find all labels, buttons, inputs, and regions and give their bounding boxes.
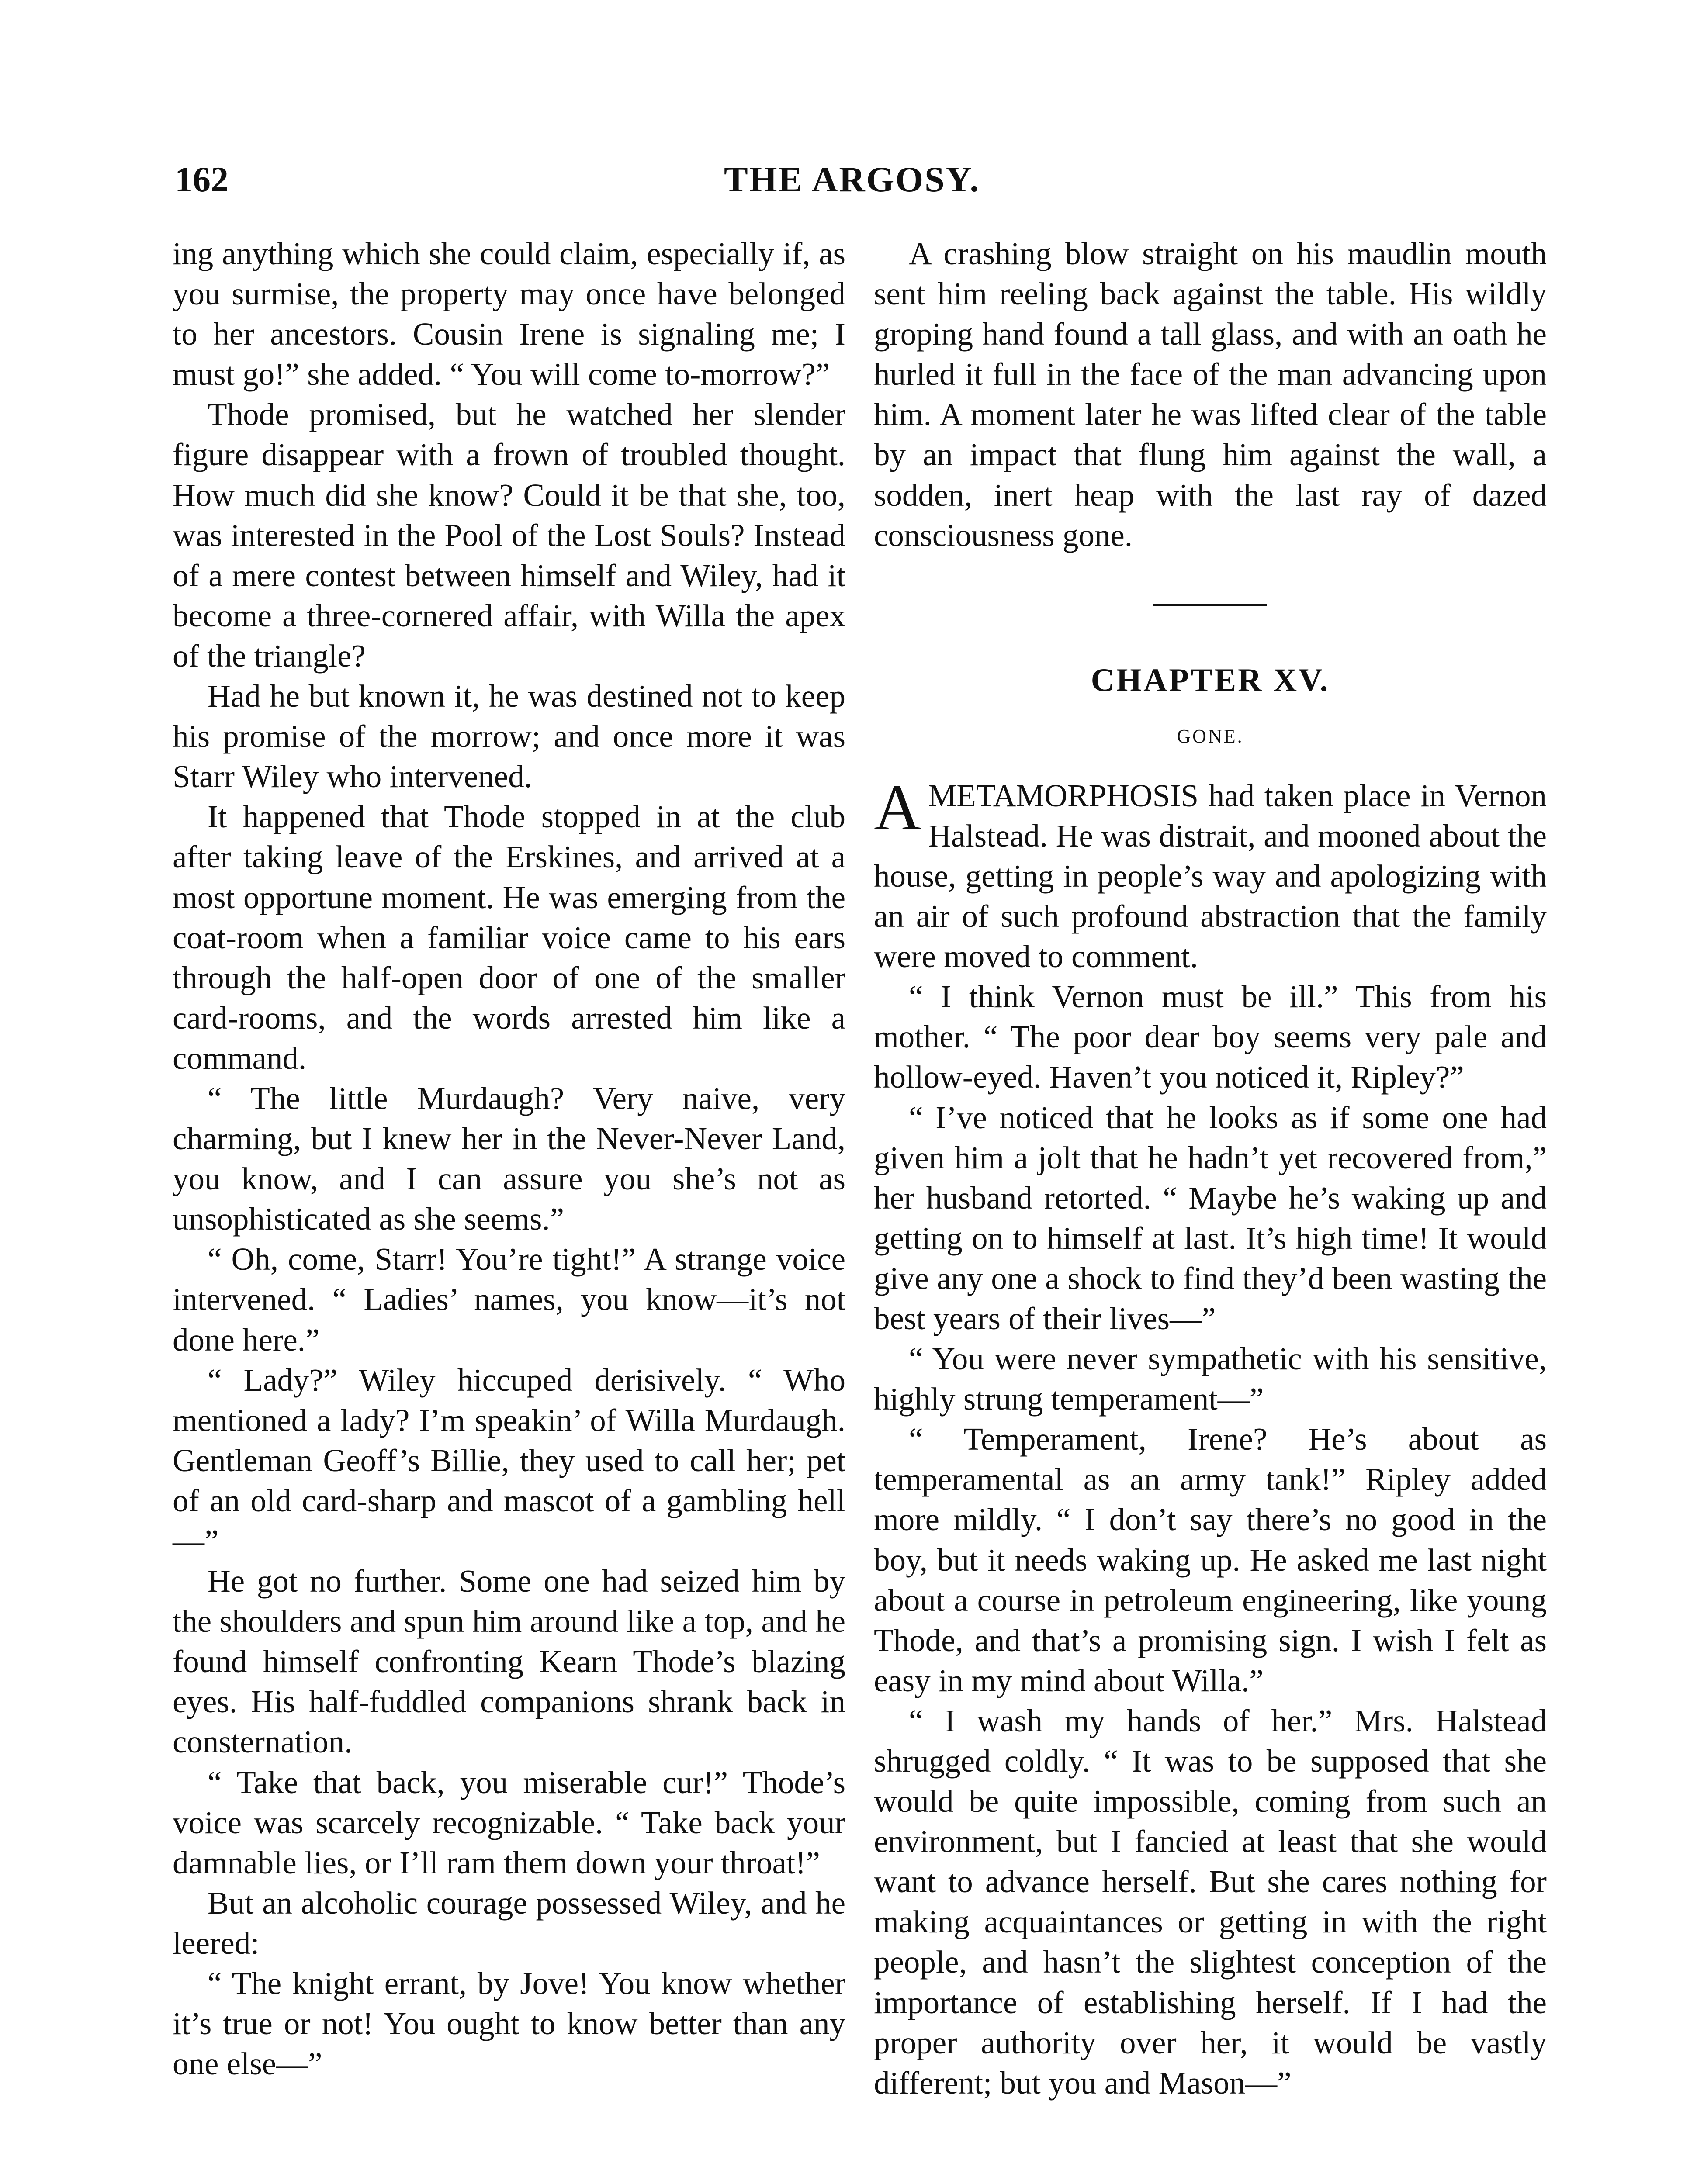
- paragraph: Had he but known it, he was destined not to keep his promise of the morrow; and once more it was Starr Wiley who intervened.: [173, 678, 845, 795]
- page-number: 162: [175, 159, 229, 199]
- paragraph: “ Lady?” Wiley hiccuped derisively. “ Who mentioned a lady? I’m speakin’ of Willa Murdaugh. Gentleman Geoff’s Billie, they used to call her; pet of an old card-sharp and mascot of a gambling hell—”: [173, 1362, 845, 1559]
- paragraph: “ Temperament, Irene? He’s about as temperamental as an army tank!” Ripley added more mildly. “ I don’t say there’s no good in the boy, but it needs waking up. He asked me last night about a course in petroleum engineering, like young Thode, and that’s a promising sign. I wish I felt as easy in my mind about Willa.”: [874, 1421, 1547, 1698]
- paragraph: But an alcoholic courage possessed Wiley, and he leered:: [173, 1885, 845, 1961]
- paragraph: “ I’ve noticed that he looks as if some one had given him a jolt that he hadn’t yet recovered from,” her husband retorted. “ Maybe he’s waking up and getting on to himself at last. It’s high time! It would give any one a shock to find they’d been wasting the best years of their lives—”: [874, 1099, 1547, 1336]
- chapter-title: CHAPTER XV.: [1091, 662, 1330, 698]
- chapter-subtitle: GONE.: [1177, 725, 1244, 747]
- chapter-opening-paragraph: [874, 771, 1547, 977]
- paragraph: “ You were never sympathetic with his sensitive, highly strung temperament—”: [874, 1341, 1547, 1417]
- paragraph: “ The knight errant, by Jove! You know whether it’s true or not! You ought to know better than any one else—”: [173, 1966, 845, 2082]
- paragraph: ing anything which she could claim, especially if, as you surmise, the property may once have belonged to her ancestors. Cousin Irene is signaling me; I must go!” she added. “ You will come to-morrow?”: [173, 236, 845, 392]
- paragraph: “ The little Murdaugh? Very naive, very charming, but I knew her in the Never-Never Land, you know, and I can assure you she’s not as unsophisticated as she seems.”: [173, 1080, 845, 1237]
- paragraph: A crashing blow straight on his maudlin mouth sent him reeling back against the table. His wildly groping hand found a tall glass, and with an oath he hurled it full in the face of the man advancing upon him. A moment later he was lifted clear of the table by an impact that flung him against the wall, a sodden, inert heap with the last ray of dazed consciousness gone.: [874, 236, 1547, 553]
- paragraph: “ Oh, come, Starr! You’re tight!” A strange voice intervened. “ Ladies’ names, you know—it’s not done here.”: [173, 1241, 845, 1358]
- right-column: [874, 234, 1547, 2103]
- opening-text: METAMORPHOSIS had taken place in Vernon Halstead. He was distrait, and mooned about the house, getting in people’s way and apologizing with an air of such profound abstraction that the family were moved to comment.: [874, 778, 1547, 975]
- drop-cap: A: [874, 771, 921, 844]
- paragraph: It happened that Thode stopped in at the club after taking leave of the Erskines, and arrived at a most opportune moment. He was emerging from the coat-room when a familiar voice came to his ears through the half-open door of one of the smaller card-rooms, and the words arrested him like a command.: [173, 799, 845, 1076]
- running-title: THE ARGOSY.: [724, 159, 980, 199]
- left-column: [173, 234, 845, 2084]
- section-divider: [1153, 604, 1267, 606]
- paragraph: “ I think Vernon must be ill.” This from his mother. “ The poor dear boy seems very pale and hollow-eyed. Haven’t you noticed it, Ripley?”: [874, 979, 1547, 1095]
- paragraph: “ Take that back, you miserable cur!” Thode’s voice was scarcely recognizable. “ Take back your damnable lies, or I’ll ram them down your throat!”: [173, 1764, 845, 1880]
- paragraph: He got no further. Some one had seized him by the shoulders and spun him around like a top, and he found himself confronting Kearn Thode’s blazing eyes. His half-fuddled companions shrank back in consternation.: [173, 1563, 845, 1760]
- paragraph: “ I wash my hands of her.” Mrs. Halstead shrugged coldly. “ It was to be supposed that she would be quite impossible, coming from such an environment, but I fancied at least that she would want to advance herself. But she cares nothing for making acquaintances or getting in with the right people, and hasn’t the slightest conception of the importance of establishing herself. If I had the proper authority over her, it would be vastly different; but you and Mason—”: [874, 1703, 1547, 2101]
- paragraph: Thode promised, but he watched her slender figure disappear with a frown of troubled thought. How much did she know? Could it be that she, too, was interested in the Pool of the Lost Souls? Instead of a mere contest between himself and Wiley, had it become a three-cornered affair, with Willa the apex of the triangle?: [173, 397, 845, 674]
